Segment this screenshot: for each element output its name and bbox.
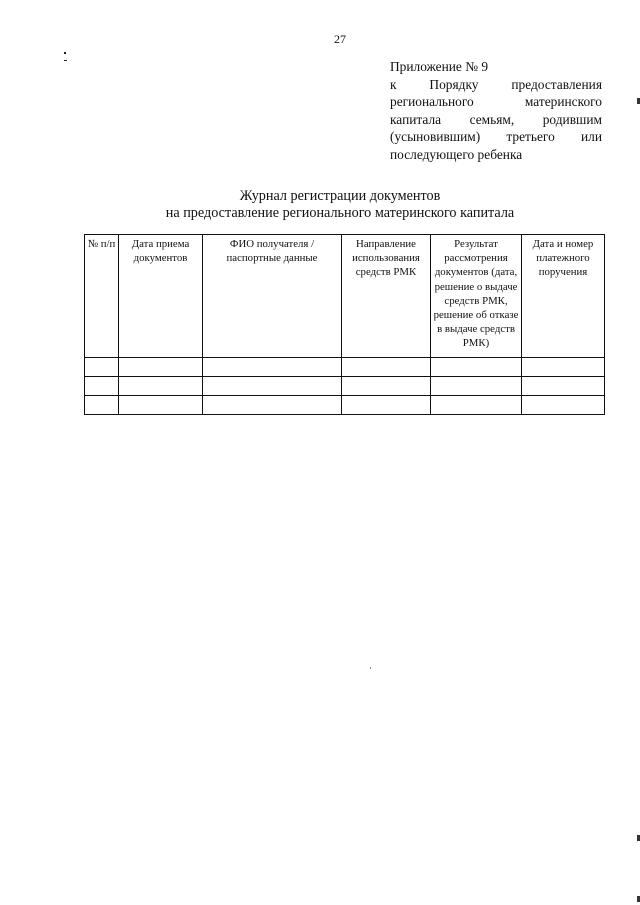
table-header-row [85,235,605,358]
appendix-line: последующего ребенка [390,146,523,162]
column-header-usage-direction: Направление использования средств РМК [342,235,431,358]
appendix-line: (усыновившим) третьего или [390,129,602,144]
column-header-review-result: Результат рассмотрения документов (дата, решение о выдаче средств РМК, решение об отказе в выдаче средств РМК) [431,235,522,358]
table-cell [431,358,522,377]
table-cell [342,358,431,377]
table-cell [119,377,203,396]
table-cell [85,377,119,396]
table-cell [522,396,605,415]
appendix-block [390,58,602,163]
table-cell [203,377,342,396]
column-header-payment-order: Дата и номер платежного поручения [522,235,605,358]
column-header-receipt-date: Дата приема документов [119,235,203,358]
page-number: 27 [334,32,346,46]
scan-artifact [370,667,371,669]
table-cell [85,396,119,415]
registration-journal-table [84,234,605,415]
document-title-line: на предоставление регионального материнского капитала [165,205,515,221]
document-title-line: Журнал регистрации документов [239,188,441,204]
appendix-line: к Порядку предоставления [390,76,602,92]
table-cell [342,377,431,396]
table-cell [119,396,203,415]
table-cell [431,377,522,396]
table-row [85,358,605,377]
table-row [85,396,605,415]
appendix-line: регионального материнского [390,94,602,109]
table-cell [431,396,522,415]
appendix-line: капитала семьям, родившим [390,111,602,127]
column-header-recipient-name: ФИО получателя / паспортные данные [203,235,342,358]
table-cell [119,358,203,377]
column-header-number: № п/п [85,235,119,358]
table-cell [203,358,342,377]
table-row [85,377,605,396]
document-title [80,188,600,222]
table-cell [522,377,605,396]
table-cell [342,396,431,415]
table-cell [522,358,605,377]
scan-artifact [64,60,67,61]
table-cell [85,358,119,377]
table-cell [203,396,342,415]
appendix-title: Приложение № 9 [390,59,489,74]
scan-artifact [64,52,66,54]
